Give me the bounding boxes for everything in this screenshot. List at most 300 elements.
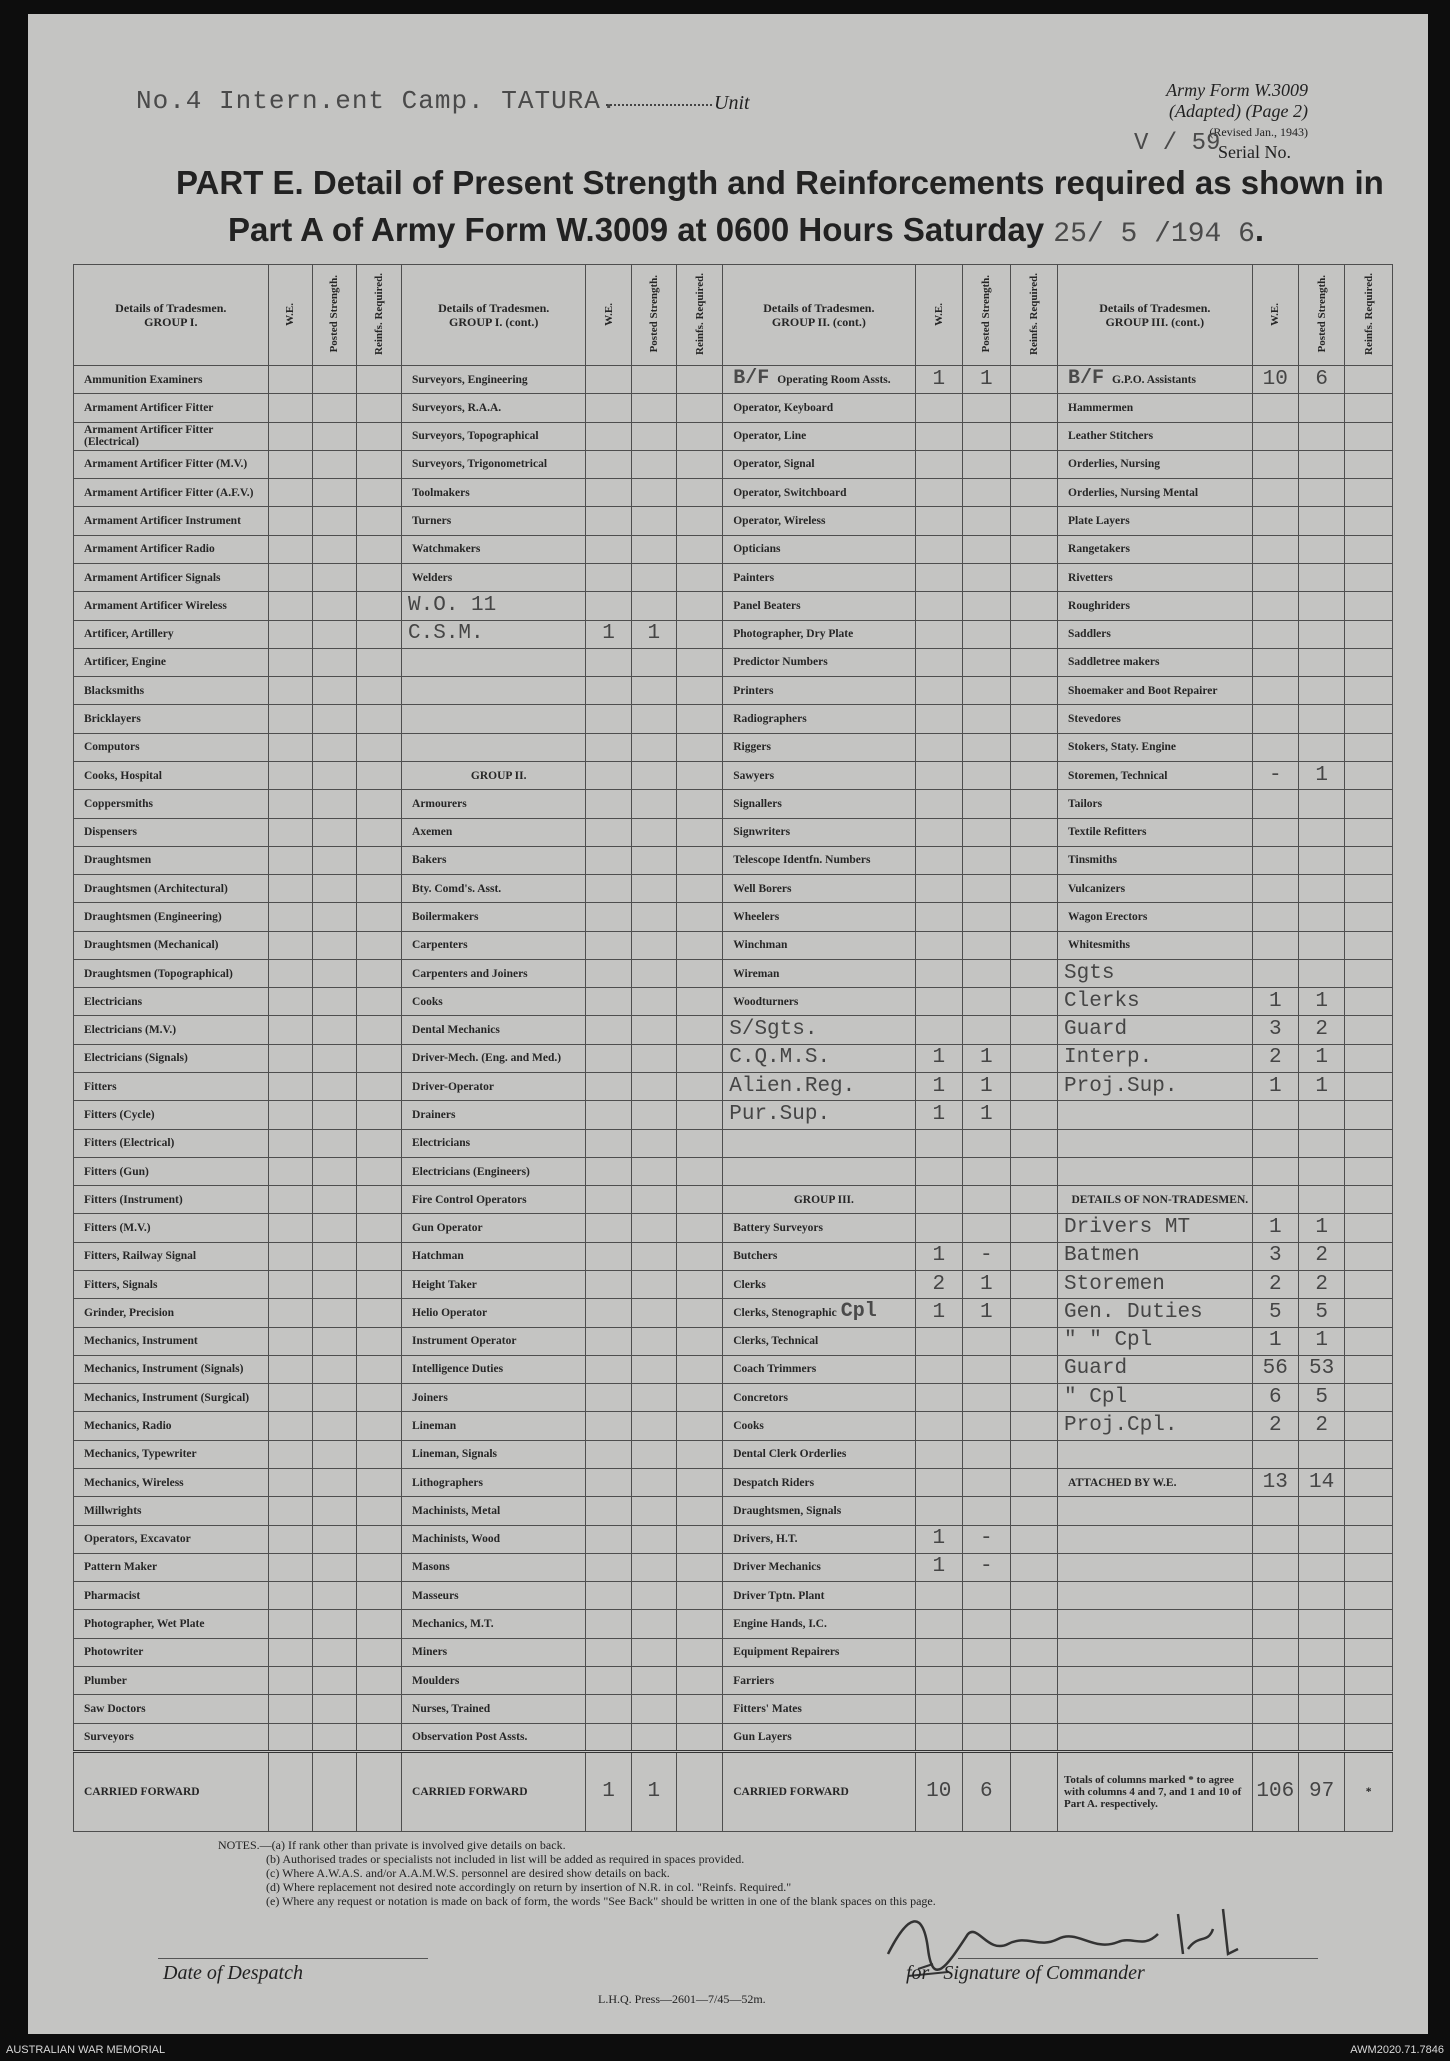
reinfs-cell — [356, 1695, 401, 1723]
trade-name: Fitters (Instrument) — [74, 1186, 269, 1214]
we-cell — [1252, 790, 1298, 818]
we-cell — [586, 1666, 631, 1694]
trade-name: Helio Operator — [402, 1299, 586, 1327]
reinfs-cell — [356, 1412, 401, 1440]
reinfs-cell — [1345, 563, 1393, 591]
posted-cell — [1298, 1525, 1344, 1553]
trade-name: Draughtsmen (Engineering) — [74, 903, 269, 931]
we-cell — [268, 875, 312, 903]
we-cell — [268, 903, 312, 931]
note-a: NOTES.—(a) If rank other than private is involved give details on back. — [218, 1838, 566, 1852]
posted-cell — [312, 1271, 356, 1299]
we-cell — [1252, 1129, 1298, 1157]
we-cell: - — [1252, 761, 1298, 789]
trade-name: Grinder, Precision — [74, 1299, 269, 1327]
reinfs-cell — [676, 1327, 722, 1355]
we-cell — [586, 1525, 631, 1553]
reinfs-cell — [1345, 592, 1393, 620]
reinfs-cell — [1345, 648, 1393, 676]
posted-cell — [1298, 394, 1344, 422]
reinfs-cell — [1010, 875, 1058, 903]
table-row — [74, 818, 1393, 846]
reinfs-cell — [1345, 422, 1393, 450]
posted-cell — [1298, 1553, 1344, 1581]
posted-cell — [963, 903, 1011, 931]
posted-cell: 1 — [1298, 1214, 1344, 1242]
we-cell — [915, 507, 963, 535]
we-cell — [915, 1723, 963, 1752]
trade-name: Dispensers — [74, 818, 269, 846]
trade-name: Lithographers — [402, 1468, 586, 1496]
we-cell — [586, 988, 631, 1016]
reinfs-cell — [1345, 818, 1393, 846]
posted-cell — [312, 620, 356, 648]
we-cell — [1252, 450, 1298, 478]
posted-cell — [631, 366, 676, 394]
posted-cell — [631, 450, 676, 478]
trade-name: Surveyors, R.A.A. — [402, 394, 586, 422]
header-posted: Posted Strength. — [631, 265, 676, 366]
trade-name: Operators, Excavator — [74, 1525, 269, 1553]
trade-name — [1058, 1610, 1253, 1638]
table-row — [74, 1497, 1393, 1525]
trade-name: Painters — [723, 563, 915, 591]
trade-name: Sawyers — [723, 761, 915, 789]
posted-cell — [631, 394, 676, 422]
trade-name: Electricians (Engineers) — [402, 1157, 586, 1185]
we-cell — [1252, 1553, 1298, 1581]
trade-name: DETAILS OF NON-TRADESMEN. — [1058, 1186, 1253, 1214]
posted-cell: 1 — [963, 1101, 1011, 1129]
trade-name: Operator, Keyboard — [723, 394, 915, 422]
posted-cell: 1 — [963, 1271, 1011, 1299]
reinfs-cell — [1010, 450, 1058, 478]
we-cell: 1 — [915, 1525, 963, 1553]
we-cell — [1252, 620, 1298, 648]
we-cell — [268, 1186, 312, 1214]
posted-cell — [312, 761, 356, 789]
we-cell — [1252, 959, 1298, 987]
trade-name: Orderlies, Nursing — [1058, 450, 1253, 478]
trade-name: Storemen, Technical — [1058, 761, 1253, 789]
posted-cell — [631, 1723, 676, 1752]
we-cell — [268, 1440, 312, 1468]
reinfs-cell — [356, 875, 401, 903]
trade-name: Saddlers — [1058, 620, 1253, 648]
we-cell — [915, 1157, 963, 1185]
we-cell — [915, 1412, 963, 1440]
reinfs-cell — [356, 705, 401, 733]
reinfs-cell — [1345, 1214, 1393, 1242]
posted-cell — [631, 959, 676, 987]
posted-cell — [963, 592, 1011, 620]
trade-name: Surveyors, Engineering — [402, 366, 586, 394]
reinfs-cell — [1010, 705, 1058, 733]
table-row — [74, 846, 1393, 874]
posted-cell — [963, 846, 1011, 874]
we-cell: 1 — [915, 1242, 963, 1270]
trade-name: Plate Layers — [1058, 507, 1253, 535]
reinfs-cell — [356, 1582, 401, 1610]
we-cell: 2 — [1252, 1044, 1298, 1072]
we-cell — [915, 422, 963, 450]
reinfs-cell — [1010, 1157, 1058, 1185]
posted-cell — [963, 507, 1011, 535]
posted-cell — [312, 1242, 356, 1270]
we-cell: 2 — [915, 1271, 963, 1299]
we-cell — [1252, 1101, 1298, 1129]
we-cell — [268, 931, 312, 959]
we-cell — [268, 366, 312, 394]
posted-cell — [963, 1666, 1011, 1694]
trade-name: Guard — [1058, 1016, 1253, 1044]
table-row — [74, 1101, 1393, 1129]
reinfs-cell — [1010, 563, 1058, 591]
totals-note: Totals of columns marked * to agree with columns 4 and 7, and 1 and 10 of Part A. respectively. — [1058, 1752, 1253, 1832]
trade-name — [1058, 1666, 1253, 1694]
trade-name: Textile Refitters — [1058, 818, 1253, 846]
trade-name — [402, 648, 586, 676]
header-we: W.E. — [915, 265, 963, 366]
reinfs-cell — [676, 1723, 722, 1752]
form-revised: (Revised Jan., 1943) — [1209, 125, 1308, 139]
we-cell — [1252, 1638, 1298, 1666]
we-cell — [1252, 1610, 1298, 1638]
reinfs-cell — [676, 535, 722, 563]
we-cell — [268, 592, 312, 620]
we-cell — [268, 1468, 312, 1496]
posted-cell — [312, 931, 356, 959]
posted-cell — [963, 1723, 1011, 1752]
posted-cell — [312, 1638, 356, 1666]
reinfs-cell — [1010, 677, 1058, 705]
reinfs-cell — [676, 366, 722, 394]
posted-cell — [963, 1157, 1011, 1185]
trade-name: Gun Layers — [723, 1723, 915, 1752]
posted-cell: 1 — [1298, 1327, 1344, 1355]
we-cell — [586, 507, 631, 535]
reinfs-cell — [676, 648, 722, 676]
trade-name: Shoemaker and Boot Repairer — [1058, 677, 1253, 705]
trade-name — [1058, 1440, 1253, 1468]
we-cell — [268, 1412, 312, 1440]
we-cell — [268, 1384, 312, 1412]
reinfs-cell — [1010, 1412, 1058, 1440]
posted-cell — [631, 818, 676, 846]
table-row — [74, 1582, 1393, 1610]
we-cell — [586, 733, 631, 761]
posted-cell — [312, 1666, 356, 1694]
posted-cell: 1 — [1298, 1044, 1344, 1072]
posted-cell — [1298, 1129, 1344, 1157]
posted-cell — [1298, 620, 1344, 648]
header-we: W.E. — [1252, 265, 1298, 366]
posted-cell — [312, 1610, 356, 1638]
trade-name — [1058, 1157, 1253, 1185]
posted-cell — [312, 1440, 356, 1468]
trade-name: Fitters (Gun) — [74, 1157, 269, 1185]
trade-name: Hatchman — [402, 1242, 586, 1270]
reinfs-cell — [1345, 535, 1393, 563]
we-cell — [586, 1412, 631, 1440]
reinfs-cell — [356, 422, 401, 450]
table-row — [74, 931, 1393, 959]
reinfs-cell — [356, 1073, 401, 1101]
posted-cell — [963, 1186, 1011, 1214]
we-cell — [1252, 592, 1298, 620]
trade-name: Proj.Sup. — [1058, 1073, 1253, 1101]
posted-cell — [631, 1044, 676, 1072]
posted-cell — [963, 705, 1011, 733]
we-cell — [268, 1525, 312, 1553]
reinfs-cell — [1010, 1695, 1058, 1723]
trade-name: Dental Mechanics — [402, 1016, 586, 1044]
posted-cell: 53 — [1298, 1355, 1344, 1383]
reinfs-cell — [1345, 1497, 1393, 1525]
trade-name: Concretors — [723, 1384, 915, 1412]
trade-name: Bty. Comd's. Asst. — [402, 875, 586, 903]
posted-cell — [1298, 648, 1344, 676]
trade-name: Pur.Sup. — [723, 1101, 915, 1129]
trade-name: Driver Mechanics — [723, 1553, 915, 1581]
trade-name: Operator, Wireless — [723, 507, 915, 535]
reinfs-cell — [356, 1440, 401, 1468]
we-cell — [915, 988, 963, 1016]
we-cell — [1252, 1582, 1298, 1610]
reinfs-cell — [1345, 733, 1393, 761]
posted-cell — [631, 535, 676, 563]
posted-cell — [312, 846, 356, 874]
return-date: 25/ 5 /194 6 — [1053, 219, 1255, 250]
reinfs-cell — [356, 1157, 401, 1185]
trade-name: Gen. Duties — [1058, 1299, 1253, 1327]
posted-cell — [312, 507, 356, 535]
reinfs-cell — [356, 1384, 401, 1412]
posted-cell — [312, 563, 356, 591]
posted-cell — [631, 846, 676, 874]
reinfs-cell — [1010, 1525, 1058, 1553]
trade-name: Fitters' Mates — [723, 1695, 915, 1723]
reinfs-cell — [1010, 592, 1058, 620]
we-cell — [268, 1299, 312, 1327]
we-cell — [1252, 1186, 1298, 1214]
posted-cell — [312, 818, 356, 846]
posted-cell: 1 — [631, 620, 676, 648]
we-cell — [1252, 563, 1298, 591]
unit-name: No.4 Intern.ent Camp. TATURA. — [136, 86, 618, 116]
trade-name: Vulcanizers — [1058, 875, 1253, 903]
reinfs-cell — [1345, 988, 1393, 1016]
trade-name: Driver-Operator — [402, 1073, 586, 1101]
we-cell — [586, 563, 631, 591]
posted-cell — [1298, 733, 1344, 761]
posted-cell — [1298, 846, 1344, 874]
we-cell — [1252, 1440, 1298, 1468]
we-cell — [1252, 875, 1298, 903]
trade-name: Pharmacist — [74, 1582, 269, 1610]
note-b: (b) Authorised trades or specialists not included in list will be added as required in spaces provided. — [266, 1852, 745, 1866]
trade-name: Joiners — [402, 1384, 586, 1412]
reinfs-cell — [1010, 1553, 1058, 1581]
trade-name: Draughtsmen (Topographical) — [74, 959, 269, 987]
we-cell — [915, 903, 963, 931]
posted-cell — [312, 1214, 356, 1242]
trade-name: Photographer, Dry Plate — [723, 620, 915, 648]
table-row — [74, 1073, 1393, 1101]
reinfs-cell — [356, 761, 401, 789]
we-cell: 1 — [1252, 1214, 1298, 1242]
reinfs-cell — [1010, 422, 1058, 450]
reinfs-cell — [1345, 931, 1393, 959]
trade-name: Radiographers — [723, 705, 915, 733]
posted-cell — [631, 733, 676, 761]
trade-name: Fitters (Cycle) — [74, 1101, 269, 1129]
trade-name: Mechanics, Wireless — [74, 1468, 269, 1496]
we-cell — [268, 1101, 312, 1129]
table-row — [74, 507, 1393, 535]
we-cell: 1 — [915, 1101, 963, 1129]
trade-name: Draughtsmen (Architectural) — [74, 875, 269, 903]
trade-name: Electricians (Signals) — [74, 1044, 269, 1072]
reinfs-cell — [676, 1073, 722, 1101]
we-cell — [586, 1186, 631, 1214]
trade-name: Photographer, Wet Plate — [74, 1610, 269, 1638]
brought-forward-mark: B/F — [1068, 367, 1105, 391]
reinfs-cell — [356, 1101, 401, 1129]
reinfs-cell — [1010, 761, 1058, 789]
reinfs-cell — [1010, 1214, 1058, 1242]
reinfs-cell — [1010, 394, 1058, 422]
table-row — [74, 1242, 1393, 1270]
trade-name: Signallers — [723, 790, 915, 818]
note-e: (e) Where any request or notation is made on back of form, the words "See Back" should be written in one of the blank spaces on this page. — [266, 1894, 936, 1908]
we-cell: 1 — [915, 1553, 963, 1581]
reinfs-cell — [1345, 1242, 1393, 1270]
trade-name: Machinists, Metal — [402, 1497, 586, 1525]
reinfs-cell — [676, 1016, 722, 1044]
reinfs-cell — [676, 1214, 722, 1242]
reinfs-cell — [1345, 1384, 1393, 1412]
posted-cell — [631, 422, 676, 450]
posted-cell — [631, 563, 676, 591]
trade-name: Opticians — [723, 535, 915, 563]
we-cell: 1 — [915, 1044, 963, 1072]
posted-cell — [631, 1468, 676, 1496]
reinfs-cell — [1010, 733, 1058, 761]
we-cell — [915, 592, 963, 620]
trade-name: S/Sgts. — [723, 1016, 915, 1044]
trade-name: Bakers — [402, 846, 586, 874]
reinfs-cell — [1345, 1299, 1393, 1327]
reinfs-cell — [356, 959, 401, 987]
table-row — [74, 422, 1393, 450]
trade-name: Instrument Operator — [402, 1327, 586, 1355]
we-cell — [586, 479, 631, 507]
reinfs-cell — [676, 1695, 722, 1723]
reinfs-cell — [1010, 620, 1058, 648]
we-cell — [586, 366, 631, 394]
reinfs-cell — [356, 1610, 401, 1638]
posted-cell — [312, 1695, 356, 1723]
posted-cell — [312, 1384, 356, 1412]
posted-cell — [1298, 931, 1344, 959]
trade-name: Mechanics, M.T. — [402, 1610, 586, 1638]
posted-cell — [631, 1355, 676, 1383]
posted-cell — [312, 1157, 356, 1185]
reinfs-cell — [1345, 677, 1393, 705]
reinfs-cell — [1345, 1327, 1393, 1355]
posted-cell — [631, 1129, 676, 1157]
reinfs-cell — [676, 1157, 722, 1185]
trade-name: GROUP II. — [402, 761, 586, 789]
posted-cell — [312, 535, 356, 563]
we-cell — [1252, 1695, 1298, 1723]
posted-cell — [312, 1723, 356, 1752]
reinfs-cell — [676, 422, 722, 450]
reinfs-cell — [676, 1610, 722, 1638]
we-cell — [915, 1355, 963, 1383]
archive-id: AWM2020.71.7846 — [1350, 2044, 1444, 2056]
we-cell — [586, 1723, 631, 1752]
table-header-row — [74, 265, 1393, 366]
we-cell — [915, 1327, 963, 1355]
we-cell — [268, 1497, 312, 1525]
posted-cell — [963, 959, 1011, 987]
trade-name: " " Cpl — [1058, 1327, 1253, 1355]
trade-name: Electricians — [74, 988, 269, 1016]
trade-name: Whitesmiths — [1058, 931, 1253, 959]
we-cell — [586, 1129, 631, 1157]
header-details-1: Details of Tradesmen. GROUP I. — [74, 265, 269, 366]
we-cell — [1252, 705, 1298, 733]
trade-name: Predictor Numbers — [723, 648, 915, 676]
page-title: PART E. Detail of Present Strength and Reinforcements required as shown in — [176, 164, 1384, 201]
reinfs-cell — [676, 1525, 722, 1553]
reinfs-cell — [676, 705, 722, 733]
we-cell — [586, 818, 631, 846]
posted-cell — [631, 1638, 676, 1666]
we-cell — [1252, 1157, 1298, 1185]
table-row — [74, 450, 1393, 478]
reinfs-cell — [356, 1044, 401, 1072]
we-cell — [1252, 818, 1298, 846]
trade-name: Coach Trimmers — [723, 1355, 915, 1383]
reinfs-cell — [356, 677, 401, 705]
trade-name: Sgts — [1058, 959, 1253, 987]
we-cell: 1 — [915, 1073, 963, 1101]
trade-name: Mechanics, Typewriter — [74, 1440, 269, 1468]
posted-cell — [1298, 1582, 1344, 1610]
reinfs-cell — [676, 903, 722, 931]
we-cell — [268, 761, 312, 789]
posted-cell — [312, 1101, 356, 1129]
trade-name: Drivers MT — [1058, 1214, 1253, 1242]
table-row — [74, 563, 1393, 591]
trade-name — [1058, 1101, 1253, 1129]
table-row — [74, 790, 1393, 818]
we-cell: 56 — [1252, 1355, 1298, 1383]
posted-cell — [631, 1525, 676, 1553]
posted-cell — [963, 1412, 1011, 1440]
trade-name: Mechanics, Instrument — [74, 1327, 269, 1355]
reinfs-cell — [676, 1186, 722, 1214]
trade-name: Armament Artificer Fitter — [74, 394, 269, 422]
trade-name: Turners — [402, 507, 586, 535]
trade-name: Mechanics, Radio — [74, 1412, 269, 1440]
reinfs-cell — [1345, 1271, 1393, 1299]
we-cell — [915, 1186, 963, 1214]
reinfs-cell — [356, 733, 401, 761]
